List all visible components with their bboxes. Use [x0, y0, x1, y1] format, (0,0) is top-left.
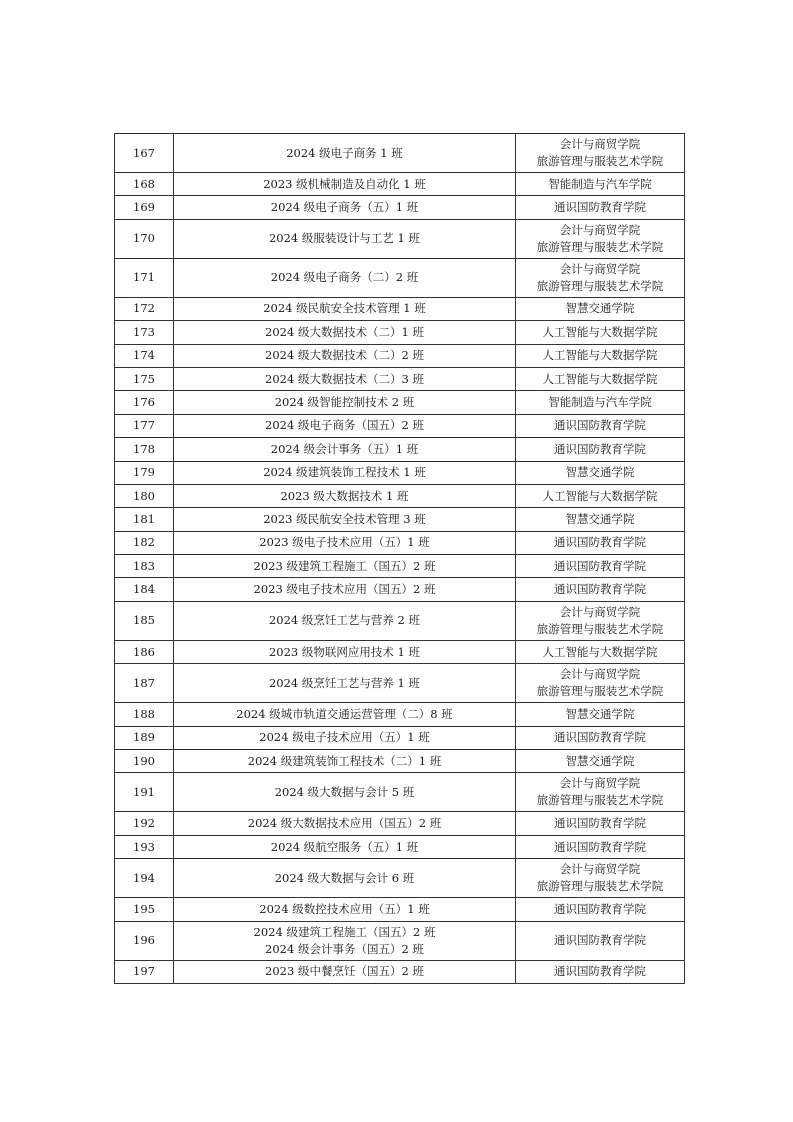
- table-row: [115, 773, 685, 812]
- class-name: 2023 级物联网应用技术 1 班: [268, 644, 421, 659]
- class-name-cell: [174, 219, 516, 258]
- college-name: 会计与商贸学院: [559, 667, 641, 682]
- college-cell: [516, 173, 685, 196]
- college-name: 旅游管理与服装艺术学院: [536, 879, 664, 894]
- table-row: [115, 531, 685, 554]
- table-row: [115, 484, 685, 507]
- class-name: 2024 级大数据与会计 5 班: [274, 784, 415, 799]
- college-name: 旅游管理与服装艺术学院: [536, 278, 664, 293]
- row-number: 185: [115, 601, 174, 640]
- college-name: 会计与商贸学院: [559, 862, 641, 877]
- table-row: [115, 898, 685, 921]
- college-name: 通识国防教育学院: [554, 964, 646, 979]
- class-name: 2023 级大数据技术 1 班: [280, 488, 409, 503]
- table-row: [115, 726, 685, 749]
- college-cell: [516, 367, 685, 390]
- class-name: 2024 级智能控制技术 2 班: [274, 395, 415, 410]
- row-number: 172: [115, 297, 174, 320]
- college-name: 智慧交通学院: [565, 511, 635, 526]
- class-name: 2023 级机械制造及自动化 1 班: [263, 176, 426, 191]
- class-name-cell: [174, 578, 516, 601]
- class-name-cell: [174, 134, 516, 173]
- class-name-cell: [174, 297, 516, 320]
- college-cell: [516, 531, 685, 554]
- class-name: 2024 级建筑装饰工程技术（二）1 班: [247, 753, 442, 768]
- college-name: 会计与商贸学院: [559, 137, 641, 151]
- college-name: 智慧交通学院: [565, 301, 635, 316]
- class-name: 2024 级大数据技术（二）2 班: [265, 348, 424, 363]
- row-number: 197: [115, 960, 174, 983]
- college-name: 旅游管理与服装艺术学院: [536, 793, 664, 808]
- class-name-cell: [174, 898, 516, 921]
- college-cell: [516, 344, 685, 367]
- class-name-cell: [174, 960, 516, 983]
- class-name: 2024 级电子商务 1 班: [286, 145, 403, 160]
- college-name: 智能制造与汽车学院: [548, 176, 652, 191]
- college-name: 旅游管理与服装艺术学院: [536, 239, 664, 254]
- college-name: 会计与商贸学院: [559, 604, 641, 619]
- college-cell: [516, 297, 685, 320]
- class-name-cell: [174, 173, 516, 196]
- class-name: 2024 级电子技术应用（五）1 班: [259, 730, 430, 745]
- college-cell: [516, 726, 685, 749]
- row-number: 175: [115, 367, 174, 390]
- class-name: 2023 级电子技术应用（国五）2 班: [253, 582, 436, 597]
- college-name: 通识国防教育学院: [554, 582, 646, 597]
- table-row: [115, 196, 685, 219]
- college-cell: [516, 960, 685, 983]
- row-number: 178: [115, 438, 174, 461]
- college-name: 通识国防教育学院: [554, 535, 646, 550]
- college-name: 旅游管理与服装艺术学院: [536, 684, 664, 699]
- table-row: [115, 921, 685, 960]
- college-name: 会计与商贸学院: [559, 261, 641, 276]
- class-name-cell: [174, 921, 516, 960]
- college-cell: [516, 555, 685, 578]
- college-name: 人工智能与大数据学院: [542, 348, 658, 363]
- class-name-cell: [174, 750, 516, 773]
- class-name: 2024 级会计事务（国五）2 班: [265, 941, 424, 956]
- row-number: 190: [115, 750, 174, 773]
- college-cell: [516, 196, 685, 219]
- table-row: [115, 960, 685, 983]
- class-name-cell: [174, 344, 516, 367]
- college-name: 旅游管理与服装艺术学院: [536, 154, 664, 168]
- college-cell: [516, 601, 685, 640]
- class-name: 2024 级城市轨道交通运营管理（二）8 班: [236, 706, 453, 721]
- college-cell: [516, 134, 685, 173]
- class-name: 2023 级民航安全技术管理 3 班: [263, 511, 426, 526]
- table-row: [115, 555, 685, 578]
- college-name: 通识国防教育学院: [554, 933, 646, 948]
- college-cell: [516, 703, 685, 726]
- college-name: 人工智能与大数据学院: [542, 644, 658, 659]
- class-name: 2023 级建筑工程施工（国五）2 班: [253, 558, 436, 573]
- college-name: 会计与商贸学院: [559, 776, 641, 791]
- college-cell: [516, 664, 685, 703]
- row-number: 187: [115, 664, 174, 703]
- class-name: 2024 级大数据与会计 6 班: [274, 870, 415, 885]
- class-name: 2024 级会计事务（五）1 班: [270, 441, 419, 456]
- table-row: [115, 321, 685, 344]
- row-number: 173: [115, 321, 174, 344]
- class-name: 2024 级民航安全技术管理 1 班: [263, 301, 426, 316]
- class-name-cell: [174, 773, 516, 812]
- class-name: 2024 级烹饪工艺与营养 1 班: [268, 675, 421, 690]
- college-name: 通识国防教育学院: [554, 730, 646, 745]
- class-name-cell: [174, 859, 516, 898]
- class-name-cell: [174, 726, 516, 749]
- college-name: 通识国防教育学院: [554, 200, 646, 215]
- table-row: [115, 508, 685, 531]
- row-number: 168: [115, 173, 174, 196]
- table-row: [115, 835, 685, 858]
- class-name: 2024 级电子商务（五）1 班: [270, 200, 419, 215]
- row-number: 194: [115, 859, 174, 898]
- table-row: [115, 640, 685, 663]
- class-name-cell: [174, 555, 516, 578]
- class-name-cell: [174, 640, 516, 663]
- row-number: 184: [115, 578, 174, 601]
- class-name: 2023 级中餐烹饪（国五）2 班: [265, 964, 424, 979]
- college-cell: [516, 219, 685, 258]
- college-cell: [516, 835, 685, 858]
- class-name-cell: [174, 438, 516, 461]
- table-row: [115, 812, 685, 835]
- college-name: 通识国防教育学院: [554, 816, 646, 831]
- college-name: 智慧交通学院: [565, 753, 635, 768]
- table-row: [115, 344, 685, 367]
- college-name: 旅游管理与服装艺术学院: [536, 621, 664, 636]
- college-cell: [516, 391, 685, 414]
- class-name-cell: [174, 531, 516, 554]
- college-name: 人工智能与大数据学院: [542, 488, 658, 503]
- row-number: 169: [115, 196, 174, 219]
- class-name-cell: [174, 835, 516, 858]
- table-row: [115, 414, 685, 437]
- college-name: 通识国防教育学院: [554, 418, 646, 433]
- class-name-cell: [174, 664, 516, 703]
- row-number: 183: [115, 555, 174, 578]
- table-row: [115, 859, 685, 898]
- class-name: 2024 级烹饪工艺与营养 2 班: [268, 613, 421, 628]
- class-name: 2024 级建筑装饰工程技术 1 班: [263, 465, 426, 480]
- table-row: [115, 173, 685, 196]
- table-row: [115, 258, 685, 297]
- row-number: 189: [115, 726, 174, 749]
- class-name: 2024 级服装设计与工艺 1 班: [268, 231, 421, 246]
- row-number: 170: [115, 219, 174, 258]
- row-number: 177: [115, 414, 174, 437]
- class-name: 2024 级大数据技术（二）3 班: [265, 371, 424, 386]
- class-name: 2023 级电子技术应用（五）1 班: [259, 535, 430, 550]
- table-row: [115, 601, 685, 640]
- college-cell: [516, 438, 685, 461]
- row-number: 180: [115, 484, 174, 507]
- table-row: [115, 297, 685, 320]
- college-name: 通识国防教育学院: [554, 441, 646, 456]
- college-cell: [516, 640, 685, 663]
- college-cell: [516, 812, 685, 835]
- class-name-cell: [174, 258, 516, 297]
- table-row: [115, 703, 685, 726]
- class-name-cell: [174, 508, 516, 531]
- class-name-cell: [174, 367, 516, 390]
- class-name-cell: [174, 461, 516, 484]
- row-number: 176: [115, 391, 174, 414]
- class-name-cell: [174, 484, 516, 507]
- table-row: [115, 438, 685, 461]
- college-name: 人工智能与大数据学院: [542, 371, 658, 386]
- class-name-cell: [174, 414, 516, 437]
- class-name: 2024 级电子商务（国五）2 班: [265, 418, 424, 433]
- class-name-cell: [174, 703, 516, 726]
- college-cell: [516, 773, 685, 812]
- class-name: 2024 级数控技术应用（五）1 班: [259, 901, 430, 916]
- class-name-cell: [174, 321, 516, 344]
- college-cell: [516, 414, 685, 437]
- college-name: 智慧交通学院: [565, 465, 635, 480]
- row-number: 193: [115, 835, 174, 858]
- table-row: [115, 461, 685, 484]
- class-name-cell: [174, 812, 516, 835]
- class-name: 2024 级航空服务（五）1 班: [270, 839, 419, 854]
- row-number: 196: [115, 921, 174, 960]
- table-row: [115, 391, 685, 414]
- college-cell: [516, 898, 685, 921]
- row-number: 186: [115, 640, 174, 663]
- college-name: 会计与商贸学院: [559, 222, 641, 237]
- college-name: 通识国防教育学院: [554, 839, 646, 854]
- college-cell: [516, 484, 685, 507]
- row-number: 181: [115, 508, 174, 531]
- table-row: [115, 219, 685, 258]
- college-cell: [516, 258, 685, 297]
- college-name: 人工智能与大数据学院: [542, 324, 658, 339]
- college-name: 通识国防教育学院: [554, 901, 646, 916]
- table-row: [115, 578, 685, 601]
- college-cell: [516, 461, 685, 484]
- class-name-cell: [174, 391, 516, 414]
- class-name-cell: [174, 601, 516, 640]
- row-number: 182: [115, 531, 174, 554]
- class-name-cell: [174, 196, 516, 219]
- row-number: 195: [115, 898, 174, 921]
- college-cell: [516, 321, 685, 344]
- table-row: [115, 664, 685, 703]
- class-name: 2024 级大数据技术应用（国五）2 班: [247, 816, 442, 831]
- college-cell: [516, 578, 685, 601]
- college-name: 智能制造与汽车学院: [548, 395, 652, 410]
- college-name: 智慧交通学院: [565, 706, 635, 721]
- college-cell: [516, 508, 685, 531]
- row-number: 171: [115, 258, 174, 297]
- class-list-table: [114, 133, 685, 984]
- college-cell: [516, 859, 685, 898]
- class-list-body: [115, 134, 685, 984]
- class-name: 2024 级电子商务（二）2 班: [270, 270, 419, 285]
- college-cell: [516, 921, 685, 960]
- class-name: 2024 级建筑工程施工（国五）2 班: [253, 924, 436, 939]
- row-number: 179: [115, 461, 174, 484]
- table-row: [115, 134, 685, 173]
- row-number: 192: [115, 812, 174, 835]
- table-row: [115, 750, 685, 773]
- table-row: [115, 367, 685, 390]
- row-number: 167: [115, 134, 174, 173]
- college-cell: [516, 750, 685, 773]
- row-number: 188: [115, 703, 174, 726]
- class-name: 2024 级大数据技术（二）1 班: [265, 324, 424, 339]
- college-name: 通识国防教育学院: [554, 558, 646, 573]
- row-number: 174: [115, 344, 174, 367]
- row-number: 191: [115, 773, 174, 812]
